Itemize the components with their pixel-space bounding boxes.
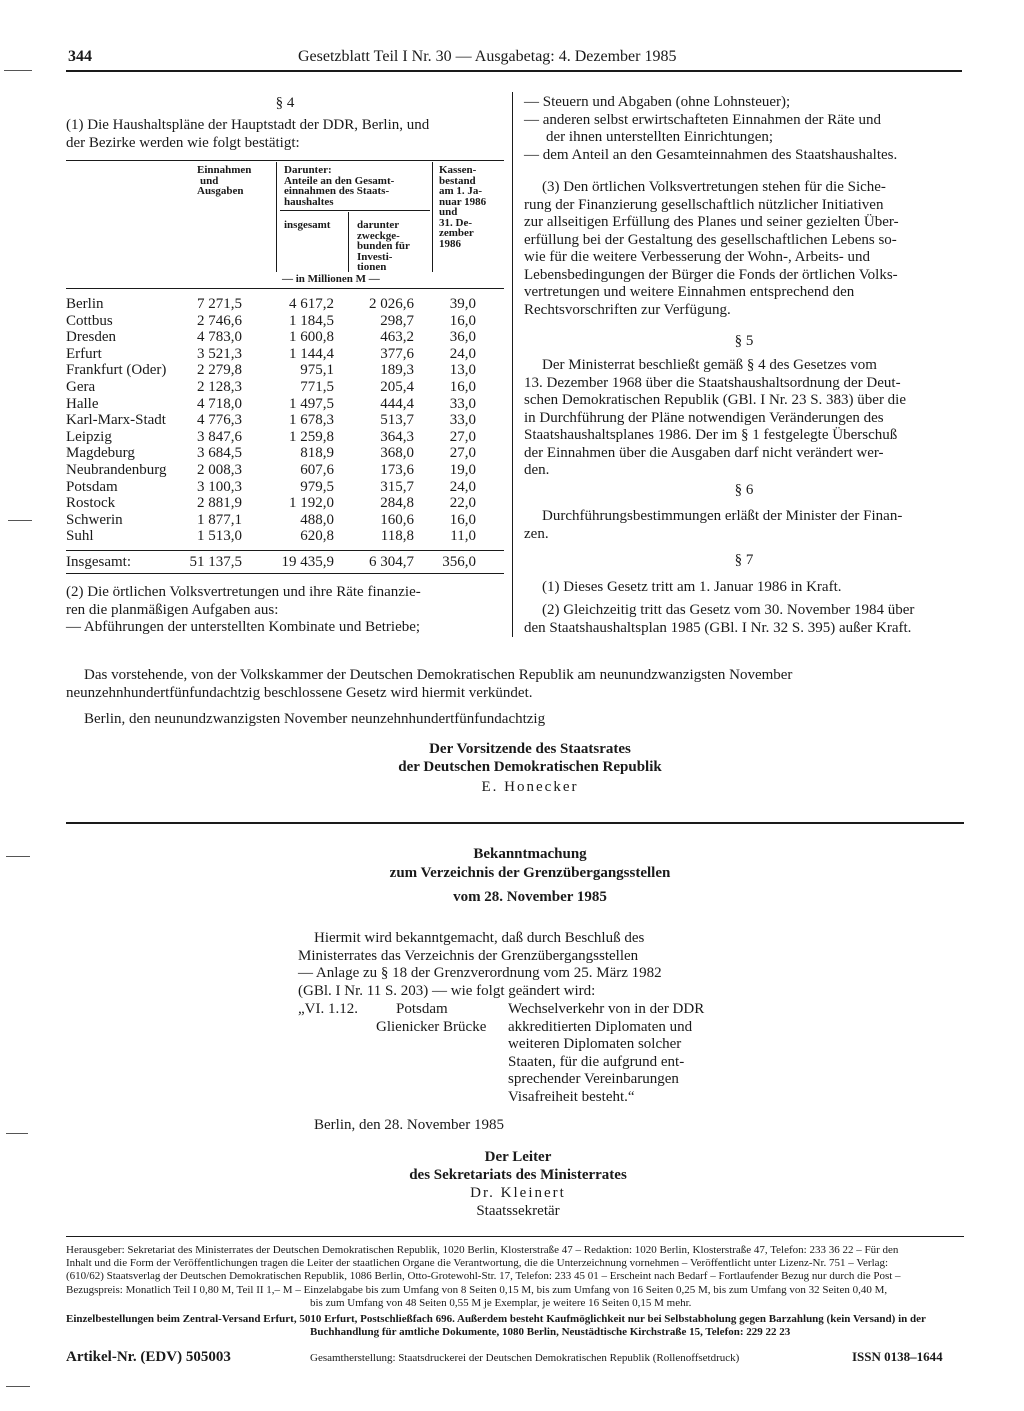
col-head-zweckgebunden [357, 220, 427, 273]
zweckgebunden-value: 298,7 [380, 312, 414, 329]
table-row [66, 445, 504, 462]
ordering-line: Einzelbestellungen beim Zentral-Versand Erfurt, 5010 Erfurt, Postschließfach 696. Außerdem besteht Kaufmöglichkeit nur bei Selbstabholung gegen Barzahlung (kein Versand) in der [66, 1313, 926, 1325]
head-line: und [200, 174, 219, 187]
imprint-line: Inhalt und die Form der Veröffentlichungen tragen die Leiter der staatlichen Organe die Verantwortung, die die Unterzeichnung vornehmen – Veröffentlicht unter Lizenz-Nr. 751 – Verlag: [66, 1257, 889, 1270]
zweckgebunden-value: 377,6 [380, 345, 414, 362]
margin-mark [6, 856, 30, 857]
head-line: Ausgaben [197, 185, 244, 197]
head-line: Kassen- [439, 164, 477, 176]
einnahmen-value: 2 746,6 [197, 312, 242, 329]
announcement-title-line: zum Verzeichnis der Grenzübergangsstellen [389, 865, 671, 881]
page-number: 344 [68, 48, 92, 65]
head-line: zweckge- [357, 229, 400, 242]
para-line: Wechselverkehr von in der DDR [508, 1001, 705, 1017]
table-row [66, 296, 504, 313]
head-line: einnahmen des Staats- [284, 185, 390, 197]
insgesamt-value: 1 678,3 [289, 412, 334, 429]
kassenbestand-value: 24,0 [449, 478, 476, 495]
table-row [66, 479, 504, 496]
margin-mark [8, 520, 32, 521]
einnahmen-value: 3 684,5 [197, 445, 242, 462]
para-line: Visafreiheit besteht.“ [508, 1088, 635, 1105]
entry-place: Potsdam [396, 1001, 448, 1017]
para-line: sprechender Vereinbarungen [508, 1071, 679, 1087]
table-total-rule [66, 550, 504, 551]
kassenbestand-value: 27,0 [449, 445, 476, 462]
total-einnahmen: 51 137,5 [189, 554, 242, 570]
section-7-title: § 7 [734, 552, 754, 568]
head-line: und [439, 206, 458, 218]
announcement-signatory-name [298, 1185, 738, 1220]
head-line: bestand [439, 174, 476, 187]
signatory-name: E. Honecker [481, 779, 579, 795]
table-row [66, 379, 504, 396]
total-kassenbestand: 356,0 [442, 554, 476, 570]
district-name: Gera [66, 379, 96, 395]
table-row [66, 412, 504, 429]
total-insgesamt: 19 435,9 [281, 554, 334, 570]
district-name: Erfurt [66, 345, 102, 362]
announcement-title [300, 845, 760, 883]
table-row [66, 346, 504, 363]
head-line: tionen [357, 261, 387, 273]
head-line: Anteile an den Gesamt- [284, 174, 395, 187]
kassenbestand-value: 33,0 [449, 395, 476, 412]
einnahmen-value: 2 881,9 [197, 495, 242, 512]
district-name: Magdeburg [66, 445, 135, 462]
para-line: (3) Den örtlichen Volksvertretungen stehen für die Siche- [542, 179, 886, 195]
signatory-title [300, 741, 760, 776]
para-line: zur allseitigen Erfüllung des Planes und seiner gezielten Über- [524, 214, 899, 230]
list-item: der ihnen unterstellten Einrichtungen; [546, 129, 774, 145]
zweckgebunden-value: 444,4 [380, 395, 414, 412]
zweckgebunden-value: 463,2 [380, 329, 414, 346]
kassenbestand-value: 39,0 [449, 296, 476, 312]
table-row [66, 396, 504, 413]
insgesamt-value: 1 144,4 [289, 345, 334, 362]
para-line: rung der Finanzierung gesellschaftlich nützlicher Initiativen [524, 196, 884, 213]
para-line: den. [524, 462, 550, 478]
section-5-title: § 5 [734, 333, 754, 349]
einnahmen-value: 4 718,0 [197, 395, 242, 412]
table-col-rule [348, 212, 349, 272]
col-head-einnahmen [197, 165, 269, 197]
margin-mark [6, 1386, 30, 1387]
promulgation-text [66, 667, 964, 702]
signatory-line: Der Leiter [484, 1149, 552, 1165]
table-col-rule [276, 162, 277, 272]
einnahmen-value: 3 847,6 [197, 428, 242, 445]
ordering-line: Buchhandlung für amtliche Dokumente, 1080 Berlin, Neustädtische Kirchstraße 15, Telefon: 229 22 23 [310, 1326, 791, 1339]
table-subhead-rule [280, 210, 430, 211]
einnahmen-value: 3 521,3 [197, 345, 242, 362]
signatory-name: Dr. Kleinert [470, 1185, 566, 1201]
einnahmen-value: 7 271,5 [197, 296, 242, 312]
table-row [66, 429, 504, 446]
insgesamt-value: 975,1 [300, 362, 334, 379]
insgesamt-value: 771,5 [300, 379, 334, 395]
table-bottom-rule [66, 573, 504, 574]
head-line: nuar 1986 [439, 195, 487, 208]
list-item: — dem Anteil an den Gesamteinnahmen des Staatshaushaltes. [524, 146, 898, 163]
head-line: Einnahmen [197, 164, 252, 176]
kassenbestand-value: 11,0 [450, 528, 476, 545]
insgesamt-value: 1 259,8 [289, 428, 334, 445]
table-row [66, 512, 504, 529]
imprint-line: (610/62) Staatsverlag der Deutschen Demokratischen Republik, 1086 Berlin, Otto-Grotewohl-Str. 17, Telefon: 233 45 01 – Erscheint nach Bedarf – Fortlaufender Bezug nur durch die Post – [66, 1270, 901, 1283]
para-line: (2) Die örtlichen Volksvertretungen und ihre Räte finanzie- [66, 584, 421, 600]
zweckgebunden-value: 160,6 [380, 511, 414, 528]
kassenbestand-value: 27,0 [449, 428, 476, 445]
head-line: zember [439, 227, 474, 239]
col-head-insgesamt: insgesamt [284, 219, 331, 231]
signatory-line: der Deutschen Demokratischen Republik [398, 758, 662, 775]
einnahmen-value: 2 279,8 [197, 362, 242, 379]
head-line: Darunter: [284, 164, 332, 176]
zweckgebunden-value: 2 026,6 [369, 296, 414, 312]
para-line: (GBl. I Nr. 11 S. 203) — wie folgt geändert wird: [298, 982, 596, 999]
einnahmen-value: 2 128,3 [197, 379, 242, 395]
insgesamt-value: 1 184,5 [289, 312, 334, 329]
para-line: Ministerrates das Verzeichnis der Grenzübergangsstellen [298, 947, 639, 964]
para-line: Staatshaushaltsplanes 1986. Der im § 1 festgelegte Überschuß [524, 427, 898, 443]
zweckgebunden-value: 205,4 [380, 379, 414, 395]
list-item: — anderen selbst erwirtschafteten Einnahmen der Räte und [524, 111, 881, 128]
district-name: Suhl [66, 528, 94, 545]
insgesamt-value: 818,9 [300, 445, 334, 462]
printer-info: Gesamtherstellung: Staatsdruckerei der Deutschen Demokratischen Republik (Rollenoffsetdruck) [310, 1352, 740, 1364]
margin-mark [6, 1133, 28, 1134]
table-row [66, 462, 504, 479]
head-line: am 1. Ja- [439, 185, 483, 197]
intro-line: der Bezirke werden wie folgt bestätigt: [66, 134, 300, 151]
table-unit-label: — in Millionen M — [282, 273, 380, 285]
einnahmen-value: 4 776,3 [197, 412, 242, 429]
zweckgebunden-value: 284,8 [380, 495, 414, 512]
announcement-title-line: Bekanntmachung [473, 846, 587, 862]
header-rule [66, 70, 962, 72]
einnahmen-value: 2 008,3 [197, 462, 242, 478]
section-5-body [524, 357, 964, 480]
insgesamt-value: 620,8 [300, 528, 334, 545]
zweckgebunden-value: 189,3 [380, 362, 414, 379]
head-line: haushaltes [284, 195, 334, 208]
section-7-para-1: (1) Dieses Gesetz tritt am 1. Januar 1986 in Kraft. [542, 579, 842, 595]
head-line: 31. De- [439, 216, 472, 229]
head-line: bunden für [357, 240, 410, 252]
district-name: Schwerin [66, 511, 123, 528]
insgesamt-value: 4 617,2 [289, 296, 334, 312]
table-col-rule [432, 162, 433, 272]
column-divider [512, 92, 513, 637]
zweckgebunden-value: 513,7 [380, 412, 414, 429]
table-row [66, 362, 504, 379]
table-row [66, 495, 504, 512]
zweckgebunden-value: 368,0 [380, 445, 414, 462]
para-line: Staaten, für die aufgrund ent- [508, 1053, 685, 1070]
district-name: Karl-Marx-Stadt [66, 412, 166, 429]
district-name: Cottbus [66, 312, 113, 329]
zweckgebunden-value: 118,8 [380, 528, 414, 545]
zweckgebunden-value: 364,3 [380, 428, 414, 445]
head-line: darunter [357, 219, 400, 231]
zweckgebunden-value: 173,6 [380, 462, 414, 478]
para-line: Der Ministerrat beschließt gemäß § 4 des Gesetzes vom [542, 357, 877, 373]
section-4-para-2 [66, 584, 504, 637]
kassenbestand-value: 13,0 [449, 362, 476, 379]
announcement-signatory [298, 1149, 738, 1184]
table-top-rule [66, 160, 504, 161]
zweckgebunden-value: 315,7 [380, 478, 414, 495]
section-4-para-3 [524, 179, 964, 319]
district-name: Rostock [66, 495, 116, 512]
para-line: vertretungen und weitere Einnahmen entsprechend den [524, 284, 855, 300]
einnahmen-value: 4 783,0 [197, 329, 242, 346]
para-line: Lebensbedingungen der Bürger die Fonds der örtlichen Volks- [524, 266, 898, 283]
section-4-intro [66, 117, 504, 152]
imprint-line: Bezugspreis: Monatlich Teil I 0,80 M, Teil II 1,– M – Einzelabgabe bis zum Umfang von 8 Seiten 0,15 M, bis zum Umfang von 16 Seiten 0,25 M, bis zum Umfang von 32 Seiten 0,40 M, [66, 1283, 888, 1296]
para-line: in Durchführung der Pläne notwendigen Veränderungen des [524, 409, 884, 426]
insgesamt-value: 1 600,8 [289, 329, 334, 346]
signatory-role: Staatssekretär [476, 1202, 560, 1219]
district-name: Dresden [66, 329, 116, 346]
para-line: zen. [524, 525, 549, 542]
section-6-body [524, 508, 964, 543]
footer-rule [66, 1236, 964, 1237]
page-header-title: Gesetzblatt Teil I Nr. 30 — Ausgabetag: 4. Dezember 1985 [298, 48, 677, 65]
announcement-place-date: Berlin, den 28. November 1985 [314, 1117, 504, 1133]
total-label: Insgesamt: [66, 554, 131, 570]
entry-description [508, 1001, 738, 1106]
article-number: Artikel-Nr. (EDV) 505003 [66, 1349, 231, 1365]
insgesamt-value: 1 192,0 [289, 495, 334, 512]
kassenbestand-value: 19,0 [449, 462, 476, 478]
kassenbestand-value: 16,0 [449, 379, 476, 395]
signatory-line: des Sekretariats des Ministerrates [409, 1166, 627, 1183]
kassenbestand-value: 16,0 [449, 511, 476, 528]
para-line: schen Demokratischen Republik (GBl. I Nr. 23 S. 383) über die [524, 392, 907, 408]
signatory-line: Der Vorsitzende des Staatsrates [429, 741, 631, 757]
margin-mark [4, 70, 32, 71]
promulgation-place-date: Berlin, den neunundzwanzigsten November neunzehnhundertfünfundachtzig [84, 711, 546, 727]
insgesamt-value: 1 497,5 [289, 395, 334, 412]
einnahmen-value: 1 877,1 [197, 511, 242, 528]
insgesamt-value: 607,6 [300, 462, 334, 478]
announcement-body [298, 930, 738, 1000]
col-head-kassenbestand [439, 165, 501, 249]
table-row [66, 313, 504, 330]
para-line: der Einnahmen über die Ausgaben darf nicht verändert wer- [524, 444, 884, 461]
district-name: Frankfurt (Oder) [66, 362, 167, 379]
para-line: den Staatshaushaltsplan 1985 (GBl. I Nr. 32 S. 395) außer Kraft. [524, 619, 912, 636]
para-line: weiteren Diplomaten solcher [508, 1036, 682, 1052]
kassenbestand-value: 16,0 [449, 312, 476, 329]
revenue-source-list [524, 94, 964, 164]
para-line: Hiermit wird bekanntgemacht, daß durch Beschluß des [314, 930, 645, 946]
entry-place-2: Glienicker Brücke [376, 1018, 487, 1035]
section-separator [66, 822, 964, 824]
einnahmen-value: 3 100,3 [197, 478, 242, 495]
total-zweckgebunden: 6 304,7 [369, 554, 414, 570]
para-line: — Anlage zu § 18 der Grenzverordnung vom 25. März 1982 [298, 965, 662, 981]
section-7-para-2 [524, 602, 964, 637]
insgesamt-value: 979,5 [300, 478, 334, 495]
head-line: Investi- [357, 250, 393, 263]
table-row [66, 528, 504, 545]
district-name: Leipzig [66, 428, 112, 445]
para-line: neunzehnhundertfünfundachtzig beschlossene Gesetz wird hiermit verkündet. [66, 684, 533, 701]
kassenbestand-value: 33,0 [449, 412, 476, 429]
table-total-row [66, 554, 504, 571]
district-name: Halle [66, 395, 99, 412]
para-line: erfüllung bei der Gestaltung des gesellschaftlichen Lebens so- [524, 231, 897, 248]
insgesamt-value: 488,0 [300, 511, 334, 528]
imprint [66, 1244, 964, 1310]
para-line: Das vorstehende, von der Volkskammer der Deutschen Demokratischen Republik am neunundzwanzigsten November [84, 667, 793, 683]
para-line: (2) Gleichzeitig tritt das Gesetz vom 30. November 1984 über [542, 602, 915, 618]
ordering-info [66, 1313, 964, 1339]
kassenbestand-value: 36,0 [449, 329, 476, 346]
imprint-line: bis zum Umfang von 48 Seiten 0,55 M je Exemplar, je weitere 16 Seiten 0,15 M mehr. [310, 1296, 692, 1309]
para-line: — Abführungen der unterstellten Kombinate und Betriebe; [66, 619, 421, 635]
para-line: ren die planmäßigen Aufgaben aus: [66, 601, 279, 618]
announcement-date: vom 28. November 1985 [453, 889, 607, 905]
einnahmen-value: 1 513,0 [197, 528, 242, 545]
para-line: Durchführungsbestimmungen erläßt der Minister der Finan- [542, 508, 903, 524]
issn: ISSN 0138–1644 [852, 1349, 943, 1364]
kassenbestand-value: 22,0 [449, 495, 476, 512]
head-line: 1986 [439, 237, 461, 250]
kassenbestand-value: 24,0 [449, 345, 476, 362]
table-row [66, 329, 504, 346]
district-name: Potsdam [66, 478, 118, 495]
district-name: Neubrandenburg [66, 462, 167, 478]
para-line: akkreditierten Diplomaten und [508, 1018, 693, 1035]
imprint-line: Herausgeber: Sekretariat des Ministerrates der Deutschen Demokratischen Republik, 1020 Berlin, Klosterstraße 47 – Redaktion: 1020 Berlin, Klosterstraße 47, Telefon: 233 36 22 – Für den [66, 1244, 899, 1256]
entry-number: „VI. 1.12. [298, 1001, 358, 1017]
section-4-title: § 4 [275, 95, 295, 111]
para-line: 13. Dezember 1968 über die Staatshaushaltsordnung der Deut- [524, 374, 901, 391]
table-head-rule [66, 288, 504, 289]
intro-line: (1) Die Haushaltspläne der Hauptstadt der DDR, Berlin, und [66, 117, 430, 133]
para-line: wie für die weitere Verbesserung der Wohn-, Arbeits- und [524, 249, 871, 265]
para-line: Rechtsvorschriften zur Verfügung. [524, 301, 731, 318]
section-6-title: § 6 [734, 482, 754, 498]
col-head-darunter [284, 165, 434, 207]
list-item: — Steuern und Abgaben (ohne Lohnsteuer); [524, 94, 791, 110]
district-name: Berlin [66, 296, 104, 312]
